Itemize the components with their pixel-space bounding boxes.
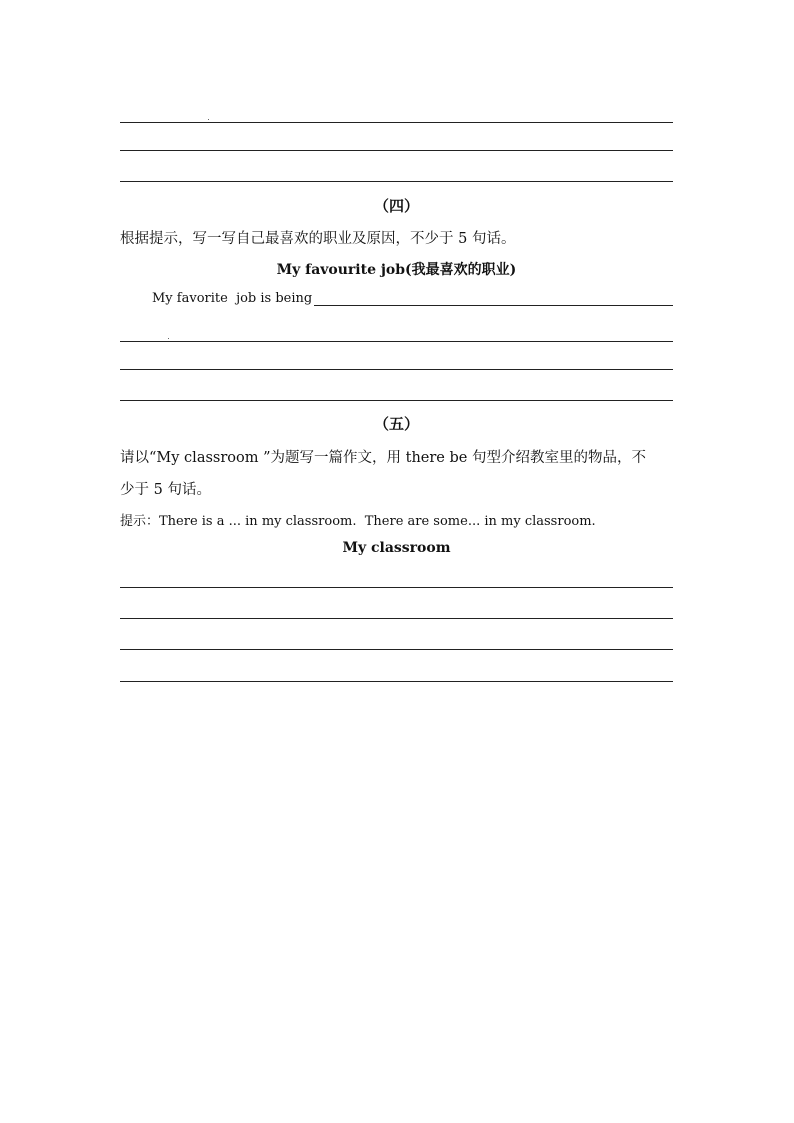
section-5-heading: （五） xyxy=(373,415,419,433)
section-5-title: My classroom xyxy=(342,540,451,556)
writing-line xyxy=(120,150,673,151)
section-5-instruction-line1: 请以“My classroom ”为题写一篇作文，用 there be 句型介绍教室里的物品，不 xyxy=(120,450,646,466)
writing-line xyxy=(120,400,673,401)
section-5-instruction-line2: 少于 5 句话。 xyxy=(120,482,211,498)
section-4-prompt: My favorite job is being xyxy=(152,291,313,306)
stray-mark xyxy=(208,119,209,120)
writing-line xyxy=(120,181,673,182)
section-4-title: My favourite job(我最喜欢的职业) xyxy=(276,262,517,278)
writing-line xyxy=(120,618,673,619)
section-4-heading: （四） xyxy=(373,197,419,215)
writing-line xyxy=(120,122,673,123)
prompt-writing-line xyxy=(314,305,673,306)
stray-mark xyxy=(168,338,169,339)
section-5-hint: 提示：There is a ... in my classroom. There are some... in my classroom. xyxy=(120,514,596,529)
writing-line xyxy=(120,681,673,682)
section-4-instruction: 根据提示，写一写自己最喜欢的职业及原因，不少于 5 句话。 xyxy=(120,231,516,247)
writing-line xyxy=(120,649,673,650)
writing-line xyxy=(120,369,673,370)
writing-line xyxy=(120,341,673,342)
writing-line xyxy=(120,587,673,588)
